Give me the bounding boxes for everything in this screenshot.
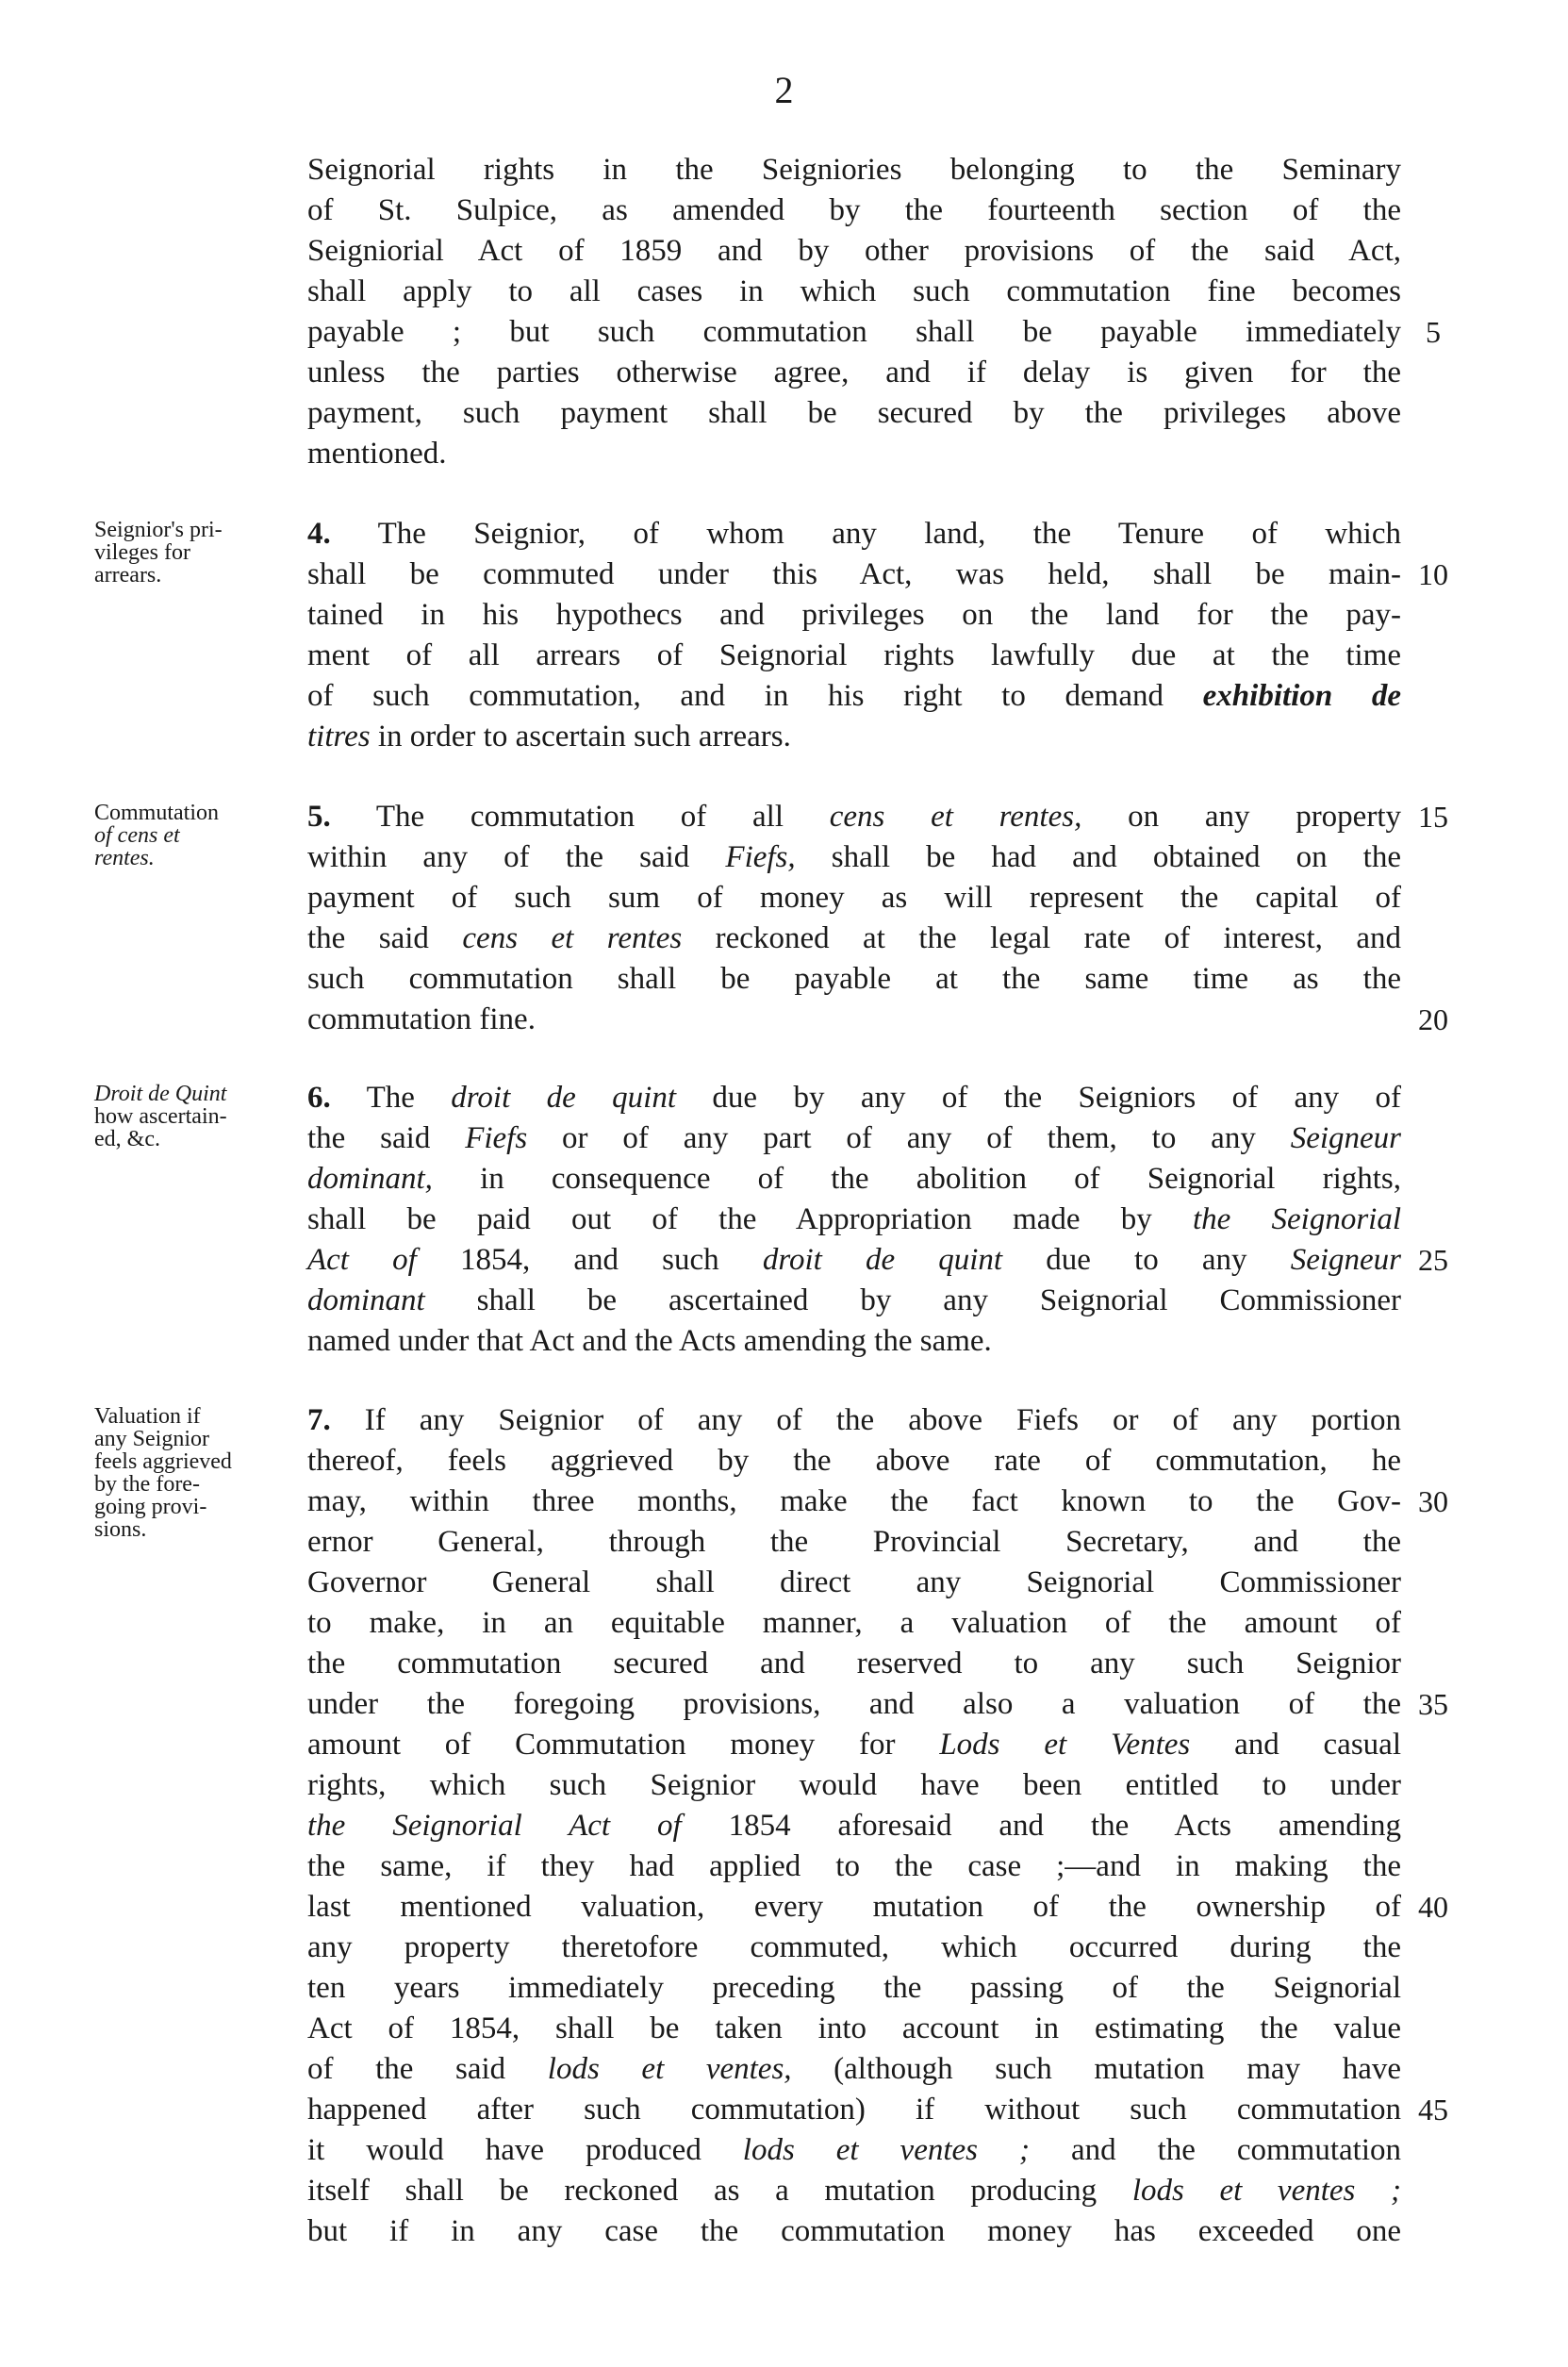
text-line: thereof, feels aggrieved by the above rate of commutation, he bbox=[307, 1444, 1401, 1478]
margin-note-valuation: Valuation if any Seignior feels aggrieved by the fore- going provi- sions. bbox=[94, 1404, 232, 1542]
text-line: Act of 1854, shall be taken into account in estimating the value bbox=[307, 2011, 1401, 2045]
text-line: Seigniorial Act of 1859 and by other provisions of the said Act, bbox=[307, 234, 1401, 268]
text-line: payment, such payment shall be secured by the privileges above bbox=[307, 396, 1401, 430]
text-line: titres in order to ascertain such arrears. bbox=[307, 720, 791, 753]
text-line: Seignorial rights in the Seigniories belonging to the Seminary bbox=[307, 153, 1401, 187]
text-line: mentioned. bbox=[307, 437, 447, 471]
section-4-line: 4. The Seignior, of whom any land, the Tenure of which bbox=[307, 517, 1401, 551]
text-line: rights, which such Seignior would have been entitled to under bbox=[307, 1768, 1401, 1802]
text-line: shall be commuted under this Act, was held, shall be main- bbox=[307, 557, 1401, 591]
margin-note-seignior-privileges: Seignior's pri- vileges for arrears. bbox=[94, 518, 223, 588]
text-line: it would have produced lods et ventes ; and the commutation bbox=[307, 2133, 1401, 2167]
line-number: 35 bbox=[1418, 1687, 1448, 1721]
line-number: 10 bbox=[1418, 557, 1448, 591]
section-5-line: 5. The commutation of all cens et rentes, on any property bbox=[307, 800, 1401, 834]
text-line: tained in his hypothecs and privileges on the land for the pay- bbox=[307, 598, 1401, 632]
text-line: ten years immediately preceding the passing of the Seignorial bbox=[307, 1971, 1401, 2005]
text-line: the Seignorial Act of 1854 aforesaid and the Acts amending bbox=[307, 1809, 1401, 1843]
text-line: dominant, in consequence of the abolition of Seignorial rights, bbox=[307, 1162, 1402, 1196]
margin-note-commutation-cens: Commutation of cens et rentes. bbox=[94, 801, 219, 870]
line-number: 5 bbox=[1426, 315, 1441, 349]
text-line: of such commutation, and in his right to demand exhibition de bbox=[307, 679, 1401, 713]
text-line: to make, in an equitable manner, a valuation of the amount of bbox=[307, 1606, 1401, 1640]
text-line: ment of all arrears of Seignorial rights lawfully due at the time bbox=[307, 638, 1401, 672]
section-7-line: 7. If any Seignior of any of the above Fiefs or of any portion bbox=[307, 1403, 1402, 1437]
text-line: happened after such commutation) if without such commutation bbox=[307, 2093, 1401, 2127]
line-number: 15 bbox=[1418, 800, 1448, 834]
text-line: of the said lods et ventes, (although such mutation may have bbox=[307, 2052, 1401, 2086]
line-number: 20 bbox=[1418, 1002, 1448, 1036]
text-line: dominant shall be ascertained by any Seignorial Commissioner bbox=[307, 1283, 1402, 1317]
line-number: 25 bbox=[1418, 1243, 1448, 1277]
text-line: any property theretofore commuted, which occurred during the bbox=[307, 1930, 1401, 1964]
text-line: under the foregoing provisions, and also a valuation of the bbox=[307, 1687, 1401, 1721]
section-number: 4. bbox=[307, 517, 331, 551]
text-line: shall be paid out of the Appropriation made by the Seignorial bbox=[307, 1202, 1401, 1236]
text-line: such commutation shall be payable at the same time as the bbox=[307, 962, 1401, 996]
text-line: Act of 1854, and such droit de quint due to any Seigneur bbox=[307, 1243, 1401, 1277]
line-number: 45 bbox=[1418, 2093, 1448, 2127]
text-line: last mentioned valuation, every mutation of the ownership of bbox=[307, 1890, 1401, 1924]
section-number: 5. bbox=[307, 800, 331, 834]
text-line: the said Fiefs or of any part of any of them, to any Seigneur bbox=[307, 1121, 1401, 1155]
line-number: 40 bbox=[1418, 1890, 1448, 1924]
section-number: 6. bbox=[307, 1081, 331, 1115]
text-line: shall apply to all cases in which such commutation fine becomes bbox=[307, 274, 1401, 308]
margin-note-droit-de-quint: Droit de Quint how ascertain- ed, &c. bbox=[94, 1082, 227, 1151]
page-number: 2 bbox=[774, 69, 794, 111]
section-number: 7. bbox=[307, 1403, 331, 1437]
text-line: the same, if they had applied to the case ;—and in making the bbox=[307, 1849, 1401, 1883]
text-line: itself shall be reckoned as a mutation producing lods et ventes ; bbox=[307, 2174, 1402, 2208]
text-line: payable ; but such commutation shall be payable immediately bbox=[307, 315, 1401, 349]
text-line: the said cens et rentes reckoned at the legal rate of interest, and bbox=[307, 921, 1402, 955]
text-line: unless the parties otherwise agree, and if delay is given for the bbox=[307, 356, 1401, 389]
text-line: named under that Act and the Acts amending the same. bbox=[307, 1324, 992, 1358]
text-line: commutation fine. bbox=[307, 1002, 536, 1036]
line-number: 30 bbox=[1418, 1484, 1448, 1518]
text-line: may, within three months, make the fact known to the Gov- bbox=[307, 1484, 1401, 1518]
text-line: within any of the said Fiefs, shall be had and obtained on the bbox=[307, 840, 1401, 874]
text-line: the commutation secured and reserved to any such Seignior bbox=[307, 1647, 1401, 1680]
text-line: of St. Sulpice, as amended by the fourteenth section of the bbox=[307, 193, 1401, 227]
text-line: ernor General, through the Provincial Secretary, and the bbox=[307, 1525, 1401, 1559]
text-line: Governor General shall direct any Seignorial Commissioner bbox=[307, 1565, 1401, 1599]
section-6-line: 6. The droit de quint due by any of the Seigniors of any of bbox=[307, 1081, 1401, 1115]
text-line: but if in any case the commutation money has exceeded one bbox=[307, 2214, 1401, 2248]
text-line: payment of such sum of money as will represent the capital of bbox=[307, 881, 1401, 915]
text-line: amount of Commutation money for Lods et Ventes and casual bbox=[307, 1728, 1401, 1762]
